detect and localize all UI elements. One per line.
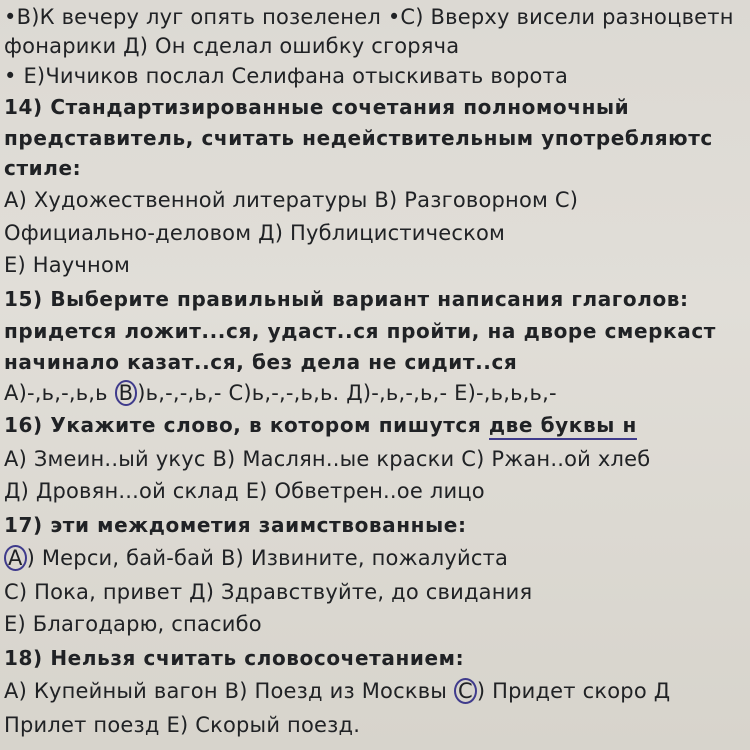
option-text: ) Придет скоро Д: [476, 679, 671, 703]
question-14-title-cont: представитель, считать недействительным употребляютс: [4, 126, 713, 150]
question-18-options: [4, 678, 670, 704]
question-16-title: [4, 412, 637, 440]
question-16-options-cont: Д) Дровян...ой склад Е) Обветрен..ое лицо: [4, 479, 485, 503]
text-line: фонарики Д) Он сделал ошибку сгоряча: [4, 34, 460, 58]
option-text: )ь,-,-,ь,- С)ь,-,-,ь,ь. Д)-,ь,-,ь,- Е)-,ь,ь,ь,-: [137, 381, 557, 405]
text-line: • Е)Чичиков послал Селифана отыскивать ворота: [4, 64, 569, 88]
text-line: •В)К вечеру луг опять позеленел •С) Вверху висели разноцветн: [4, 5, 734, 29]
option-text: А)-,ь,-,ь,ь: [4, 381, 115, 405]
question-15-title: 15) Выберите правильный вариант написания глаголов:: [4, 287, 689, 311]
option-text: ) Мерси, бай-бай В) Извините, пожалуйста: [26, 546, 509, 570]
underlined-phrase: две буквы н: [489, 412, 637, 440]
circled-answer: А: [4, 545, 27, 571]
question-text: 16) Укажите слово, в котором пишутся: [4, 413, 489, 437]
question-17-options: [4, 545, 508, 571]
question-14-options: А) Художественной литературы В) Разговорном С): [4, 188, 579, 212]
question-15-text: придется ложит...ся, удаст..ся пройти, на дворе смеркаст: [4, 319, 716, 343]
question-15-options: [4, 380, 557, 406]
question-14-options-end: Е) Научном: [4, 253, 131, 277]
question-14-title-end: стиле:: [4, 156, 82, 180]
question-17-title: 17) эти междометия заимствованные:: [4, 513, 467, 537]
question-18-title: 18) Нельзя считать словосочетанием:: [4, 646, 465, 670]
question-14-options-cont: Официально-деловом Д) Публицистическом: [4, 221, 506, 245]
question-18-options-cont: Прилет поезд Е) Скорый поезд.: [4, 713, 361, 737]
question-15-text-cont: начинало казат..ся, без дела не сидит..ся: [4, 350, 518, 374]
circled-answer: В: [115, 380, 138, 406]
question-14-title: 14) Стандартизированные сочетания полномочный: [4, 95, 630, 119]
option-text: А) Купейный вагон В) Поезд из Москвы: [4, 679, 454, 703]
question-16-options: А) Змеин..ый укус В) Маслян..ые краски С) Ржан..ой хлеб: [4, 447, 651, 471]
circled-answer: С: [454, 678, 477, 704]
question-17-options-cont: С) Пока, привет Д) Здравствуйте, до свидания: [4, 580, 533, 604]
question-17-options-end: Е) Благодарю, спасибо: [4, 612, 262, 636]
